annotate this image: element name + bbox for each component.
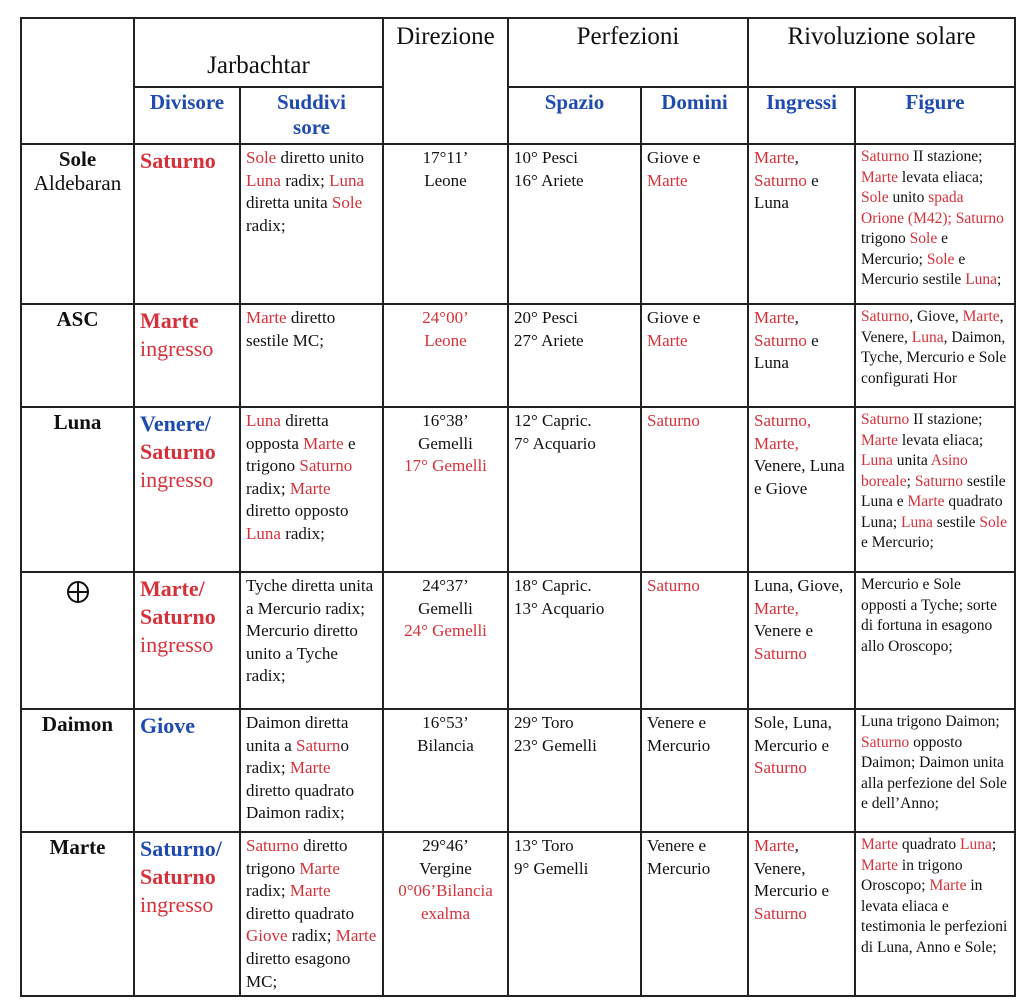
divisore-cell xyxy=(134,407,240,572)
text-run: Saturn xyxy=(296,735,341,755)
text-run: opposto Daimon; Daimon unita alla perfezione del Sole e dell’Anno; xyxy=(861,733,1007,812)
row-label-cell xyxy=(21,832,134,996)
suddivisore-cell xyxy=(240,709,383,832)
text-run: Luna, Giove, xyxy=(754,576,844,595)
domini-cell xyxy=(641,709,748,832)
row-label-sub: Aldebaran xyxy=(33,171,122,195)
text-run: sestile Luna e xyxy=(861,472,1006,510)
divisore-ingresso: ingresso xyxy=(140,336,214,361)
text-run: Marte xyxy=(929,877,967,894)
text-run: 29° Toro xyxy=(514,713,574,732)
figure-cell xyxy=(855,709,1015,832)
text-run: Marte xyxy=(647,330,688,350)
text-run: radix; xyxy=(280,523,325,543)
text-run: Luna xyxy=(911,328,944,346)
divisore-name: Giove xyxy=(140,713,195,738)
divisore-cell xyxy=(134,144,240,304)
text-run: 20° Pesci xyxy=(514,308,578,327)
text-run: Saturno xyxy=(955,209,1004,227)
text-run: diretto opposto xyxy=(246,501,349,521)
subheader-spazio: Spazio xyxy=(508,87,641,144)
figure-cell xyxy=(855,304,1015,407)
text-run: Marte xyxy=(289,881,331,901)
text-run: levata eliaca; xyxy=(898,431,984,449)
text-run: Sole xyxy=(979,513,1007,531)
divisore-cell xyxy=(134,709,240,832)
text-run: Sole xyxy=(909,230,938,247)
text-run: Luna xyxy=(965,271,998,288)
text-run: 13° Acquario xyxy=(514,598,605,618)
text-run: sestile xyxy=(932,513,980,531)
text-run: Sole xyxy=(926,250,955,268)
text-run: 0°06’Bilancia xyxy=(398,881,493,901)
text-run: Daimon diretta unita a xyxy=(246,713,349,755)
text-run: , xyxy=(794,148,799,167)
text-run: 29°46’ xyxy=(422,836,469,855)
divisore-ingresso: ingresso xyxy=(140,632,214,657)
divisore-ingresso: ingresso xyxy=(140,892,214,917)
text-run: Luna xyxy=(901,513,933,531)
text-run: radix; xyxy=(246,881,290,901)
header-perfezioni: Perfezioni xyxy=(508,18,748,87)
text-run: , Daimon, Tyche, Mercurio e Sole configurati Hor xyxy=(861,328,1007,387)
ingressi-cell xyxy=(748,407,855,572)
text-run: Gemelli xyxy=(418,598,473,618)
text-run: diretta unita xyxy=(246,193,332,213)
astrology-table xyxy=(20,17,1016,997)
header-row xyxy=(21,18,1015,87)
table-body xyxy=(21,144,1015,996)
text-run: 16°53’ xyxy=(422,713,469,732)
suddivisore-cell xyxy=(240,572,383,709)
row-label-cell xyxy=(21,709,134,832)
text-run: , Venere, Mercurio e xyxy=(754,836,830,901)
subheader-divisore: Divisore xyxy=(134,87,240,144)
text-run: e Mercurio; xyxy=(861,534,934,551)
row-label-cell xyxy=(21,407,134,572)
ingressi-cell xyxy=(748,304,855,407)
figure-cell xyxy=(855,144,1015,304)
part-of-fortune-icon xyxy=(67,581,89,603)
divisore-name: Marte xyxy=(140,308,199,333)
text-run: Marte xyxy=(754,836,795,855)
text-run: Marte xyxy=(861,168,899,186)
text-run: exalma xyxy=(420,903,471,923)
domini-cell xyxy=(641,407,748,572)
spazio-cell xyxy=(508,572,641,709)
text-run: e trigono xyxy=(246,433,356,476)
text-run: e Luna xyxy=(754,170,819,213)
text-run: quadrato Luna; xyxy=(861,493,1003,531)
text-run: , Giove, xyxy=(909,308,963,325)
text-run: Luna xyxy=(246,170,281,190)
domini-cell xyxy=(641,572,748,709)
text-run: 18° Capric. xyxy=(514,576,592,595)
text-run: Saturno xyxy=(647,411,700,430)
text-run: Venere e xyxy=(754,621,814,641)
text-run: Marte xyxy=(289,758,331,778)
text-run: 17°11’ xyxy=(422,148,469,167)
text-run: diretto unito xyxy=(276,148,365,167)
text-run: Marte xyxy=(962,308,1000,325)
text-run: radix; xyxy=(246,215,286,235)
header-jarbachtar: Jarbachtar xyxy=(134,18,383,87)
text-run: unita xyxy=(892,452,931,469)
subheader-domini: Domini xyxy=(641,87,748,144)
text-run: ; xyxy=(997,271,1002,288)
table-row xyxy=(21,144,1015,304)
header-rivoluzione-solare: Rivoluzione solare xyxy=(748,18,1015,87)
text-run: Marte xyxy=(647,170,688,190)
divisore-name: Saturno xyxy=(140,148,216,173)
text-run: Venere e Mercurio xyxy=(647,836,711,878)
text-run: Saturno xyxy=(246,836,299,855)
table-row xyxy=(21,304,1015,407)
ingressi-cell xyxy=(748,144,855,304)
text-run: Marte xyxy=(335,926,377,946)
text-run: Saturno xyxy=(861,733,910,751)
suddivisore-cell xyxy=(240,832,383,996)
text-run: Vergine xyxy=(419,858,472,878)
text-run: 10° Pesci xyxy=(514,148,578,167)
text-run: e Luna xyxy=(754,330,819,373)
text-run: Sole xyxy=(246,148,277,167)
text-run: unito xyxy=(888,189,929,206)
text-run: diretta opposta xyxy=(246,411,329,453)
text-run: Giove xyxy=(246,926,288,946)
text-run: 24°00’ xyxy=(422,308,469,327)
text-run: Marte xyxy=(299,858,340,878)
text-run: Marte, xyxy=(754,598,799,618)
text-run: diretto quadrato Daimon radix; xyxy=(246,780,355,823)
direzione-cell xyxy=(383,407,508,572)
text-run: 17° Gemelli xyxy=(404,456,487,476)
text-run: Marte xyxy=(754,148,795,167)
text-run: Saturno xyxy=(861,411,910,428)
text-run: Luna xyxy=(246,523,281,543)
row-label: Marte xyxy=(49,835,106,859)
text-run: Mercurio e Sole opposti a Tyche; sorte di fortuna in esagono allo Oroscopo; xyxy=(861,576,997,655)
direzione-cell xyxy=(383,709,508,832)
subheader-suddivisore: Suddivi sore xyxy=(240,87,383,144)
domini-cell xyxy=(641,832,748,996)
text-run: Luna xyxy=(861,452,893,469)
text-run: Marte xyxy=(861,856,899,874)
text-run: Marte xyxy=(246,308,287,327)
text-run: , Venere, xyxy=(861,308,1004,346)
divisore-ingresso: ingresso xyxy=(140,467,214,492)
text-run: Saturno xyxy=(754,758,807,778)
table-row xyxy=(21,709,1015,832)
figure-cell xyxy=(855,832,1015,996)
text-run: diretto sestile MC; xyxy=(246,308,336,350)
text-run: 16° Ariete xyxy=(514,170,584,190)
row-label: Luna xyxy=(53,410,102,434)
figure-cell xyxy=(855,407,1015,572)
text-run: ; xyxy=(906,472,915,490)
text-run: Marte xyxy=(289,478,331,498)
text-run: diretto trigono xyxy=(246,836,348,878)
text-run: Asino boreale xyxy=(861,452,968,490)
corner-cell xyxy=(21,18,134,144)
row-label: Daimon xyxy=(41,712,114,736)
text-run: 24° Gemelli xyxy=(404,621,487,641)
text-run: o radix; xyxy=(246,735,349,778)
text-run: levata eliaca; xyxy=(898,168,984,186)
text-run: diretto esagono MC; xyxy=(246,948,351,991)
divisore-cell xyxy=(134,572,240,709)
text-run: Sole, Luna, Mercurio e xyxy=(754,713,832,755)
row-label: Sole xyxy=(58,147,97,171)
text-run: Luna xyxy=(960,836,992,853)
text-run: Leone xyxy=(424,170,467,190)
text-run: 24°37’ xyxy=(422,576,469,595)
text-run: Saturno xyxy=(754,170,807,190)
text-run: Luna xyxy=(329,170,365,190)
spazio-cell xyxy=(508,304,641,407)
divisore-name-b: Saturno xyxy=(140,439,216,464)
text-run: trigono xyxy=(861,230,910,247)
text-run: Saturno xyxy=(754,643,807,663)
text-run: Saturno xyxy=(861,308,910,325)
text-run: Saturno xyxy=(861,148,910,165)
text-run: Luna xyxy=(246,411,281,430)
divisore-name: Venere/ xyxy=(140,411,211,436)
text-run: spada Orione (M42); xyxy=(861,189,964,227)
text-run: Sole xyxy=(861,189,889,206)
ingressi-cell xyxy=(748,832,855,996)
text-run: e Mercurio; xyxy=(861,230,948,268)
subheader-row xyxy=(21,87,1015,144)
direzione-cell xyxy=(383,572,508,709)
text-run: quadrato xyxy=(898,836,961,853)
suddivisore-cell xyxy=(240,304,383,407)
text-run: Saturno xyxy=(647,576,700,595)
text-run: Marte xyxy=(861,431,899,449)
text-run: 16°38’ xyxy=(422,411,469,430)
table-row xyxy=(21,572,1015,709)
text-run: radix; xyxy=(287,926,336,946)
text-run: Saturno xyxy=(754,330,807,350)
text-run: Saturno xyxy=(299,456,353,476)
table-row xyxy=(21,407,1015,572)
text-run: Marte xyxy=(303,433,344,453)
text-run: Giove e xyxy=(647,148,701,167)
domini-cell xyxy=(641,144,748,304)
ingressi-cell xyxy=(748,572,855,709)
subheader-figure: Figure xyxy=(855,87,1015,144)
text-run: 23° Gemelli xyxy=(514,735,597,755)
text-run: Leone xyxy=(424,330,467,350)
figure-cell xyxy=(855,572,1015,709)
row-label-cell xyxy=(21,144,134,304)
row-label: ASC xyxy=(56,307,99,331)
text-run: Marte, xyxy=(754,433,799,453)
text-run: 7° Acquario xyxy=(514,433,596,453)
row-label-cell xyxy=(21,572,134,709)
text-run: 27° Ariete xyxy=(514,330,584,350)
divisore-cell xyxy=(134,832,240,996)
spazio-cell xyxy=(508,407,641,572)
text-run: in levata eliaca e testimonia le perfezioni di Luna, Anno e Sole; xyxy=(861,877,1008,956)
suddivisore-cell xyxy=(240,144,383,304)
text-run: 9° Gemelli xyxy=(514,858,589,878)
text-run: Saturno, xyxy=(754,411,812,430)
text-run: II stazione; xyxy=(909,411,983,428)
text-run: Marte xyxy=(754,308,795,327)
spazio-cell xyxy=(508,709,641,832)
divisore-name-b: Saturno xyxy=(140,864,216,889)
suddivisore-cell xyxy=(240,407,383,572)
row-label-cell xyxy=(21,304,134,407)
text-run: radix; xyxy=(280,170,330,190)
text-run: e Mercurio sestile xyxy=(861,250,966,288)
spazio-cell xyxy=(508,832,641,996)
text-run: Bilancia xyxy=(417,735,474,755)
header-direzione: Direzione xyxy=(383,18,508,144)
text-run: Marte xyxy=(907,493,945,510)
text-run: Saturno xyxy=(914,472,964,490)
divisore-cell xyxy=(134,304,240,407)
text-run: radix; xyxy=(246,478,290,498)
table-row xyxy=(21,832,1015,996)
text-run: II stazione; xyxy=(909,148,983,165)
ingressi-cell xyxy=(748,709,855,832)
direzione-cell xyxy=(383,304,508,407)
direzione-cell xyxy=(383,832,508,996)
direzione-cell xyxy=(383,144,508,304)
text-run: Luna trigono Daimon; xyxy=(861,713,1000,730)
text-run: , xyxy=(794,308,799,327)
divisore-name: Saturno/ xyxy=(140,836,222,861)
text-run: Venere, Luna e Giove xyxy=(754,456,845,498)
text-run: Sole xyxy=(331,193,363,213)
text-run: Gemelli xyxy=(418,433,473,453)
text-run: Saturno xyxy=(754,903,807,923)
text-run: ; xyxy=(991,836,997,853)
text-run: Marte xyxy=(861,836,899,853)
text-run: Tyche diretta unita a Mercurio radix; Mercurio diretto unito a Tyche radix; xyxy=(246,576,374,686)
text-run: diretto quadrato xyxy=(246,903,355,923)
text-run: 12° Capric. xyxy=(514,411,592,430)
text-run: Giove e xyxy=(647,308,701,327)
subheader-ingressi: Ingressi xyxy=(748,87,855,144)
divisore-name-b: Saturno xyxy=(140,604,216,629)
text-run: in trigono Oroscopo; xyxy=(861,856,963,894)
text-run: Venere e Mercurio xyxy=(647,713,711,755)
domini-cell xyxy=(641,304,748,407)
spazio-cell xyxy=(508,144,641,304)
divisore-name: Marte/ xyxy=(140,576,205,601)
text-run: 13° Toro xyxy=(514,836,574,855)
